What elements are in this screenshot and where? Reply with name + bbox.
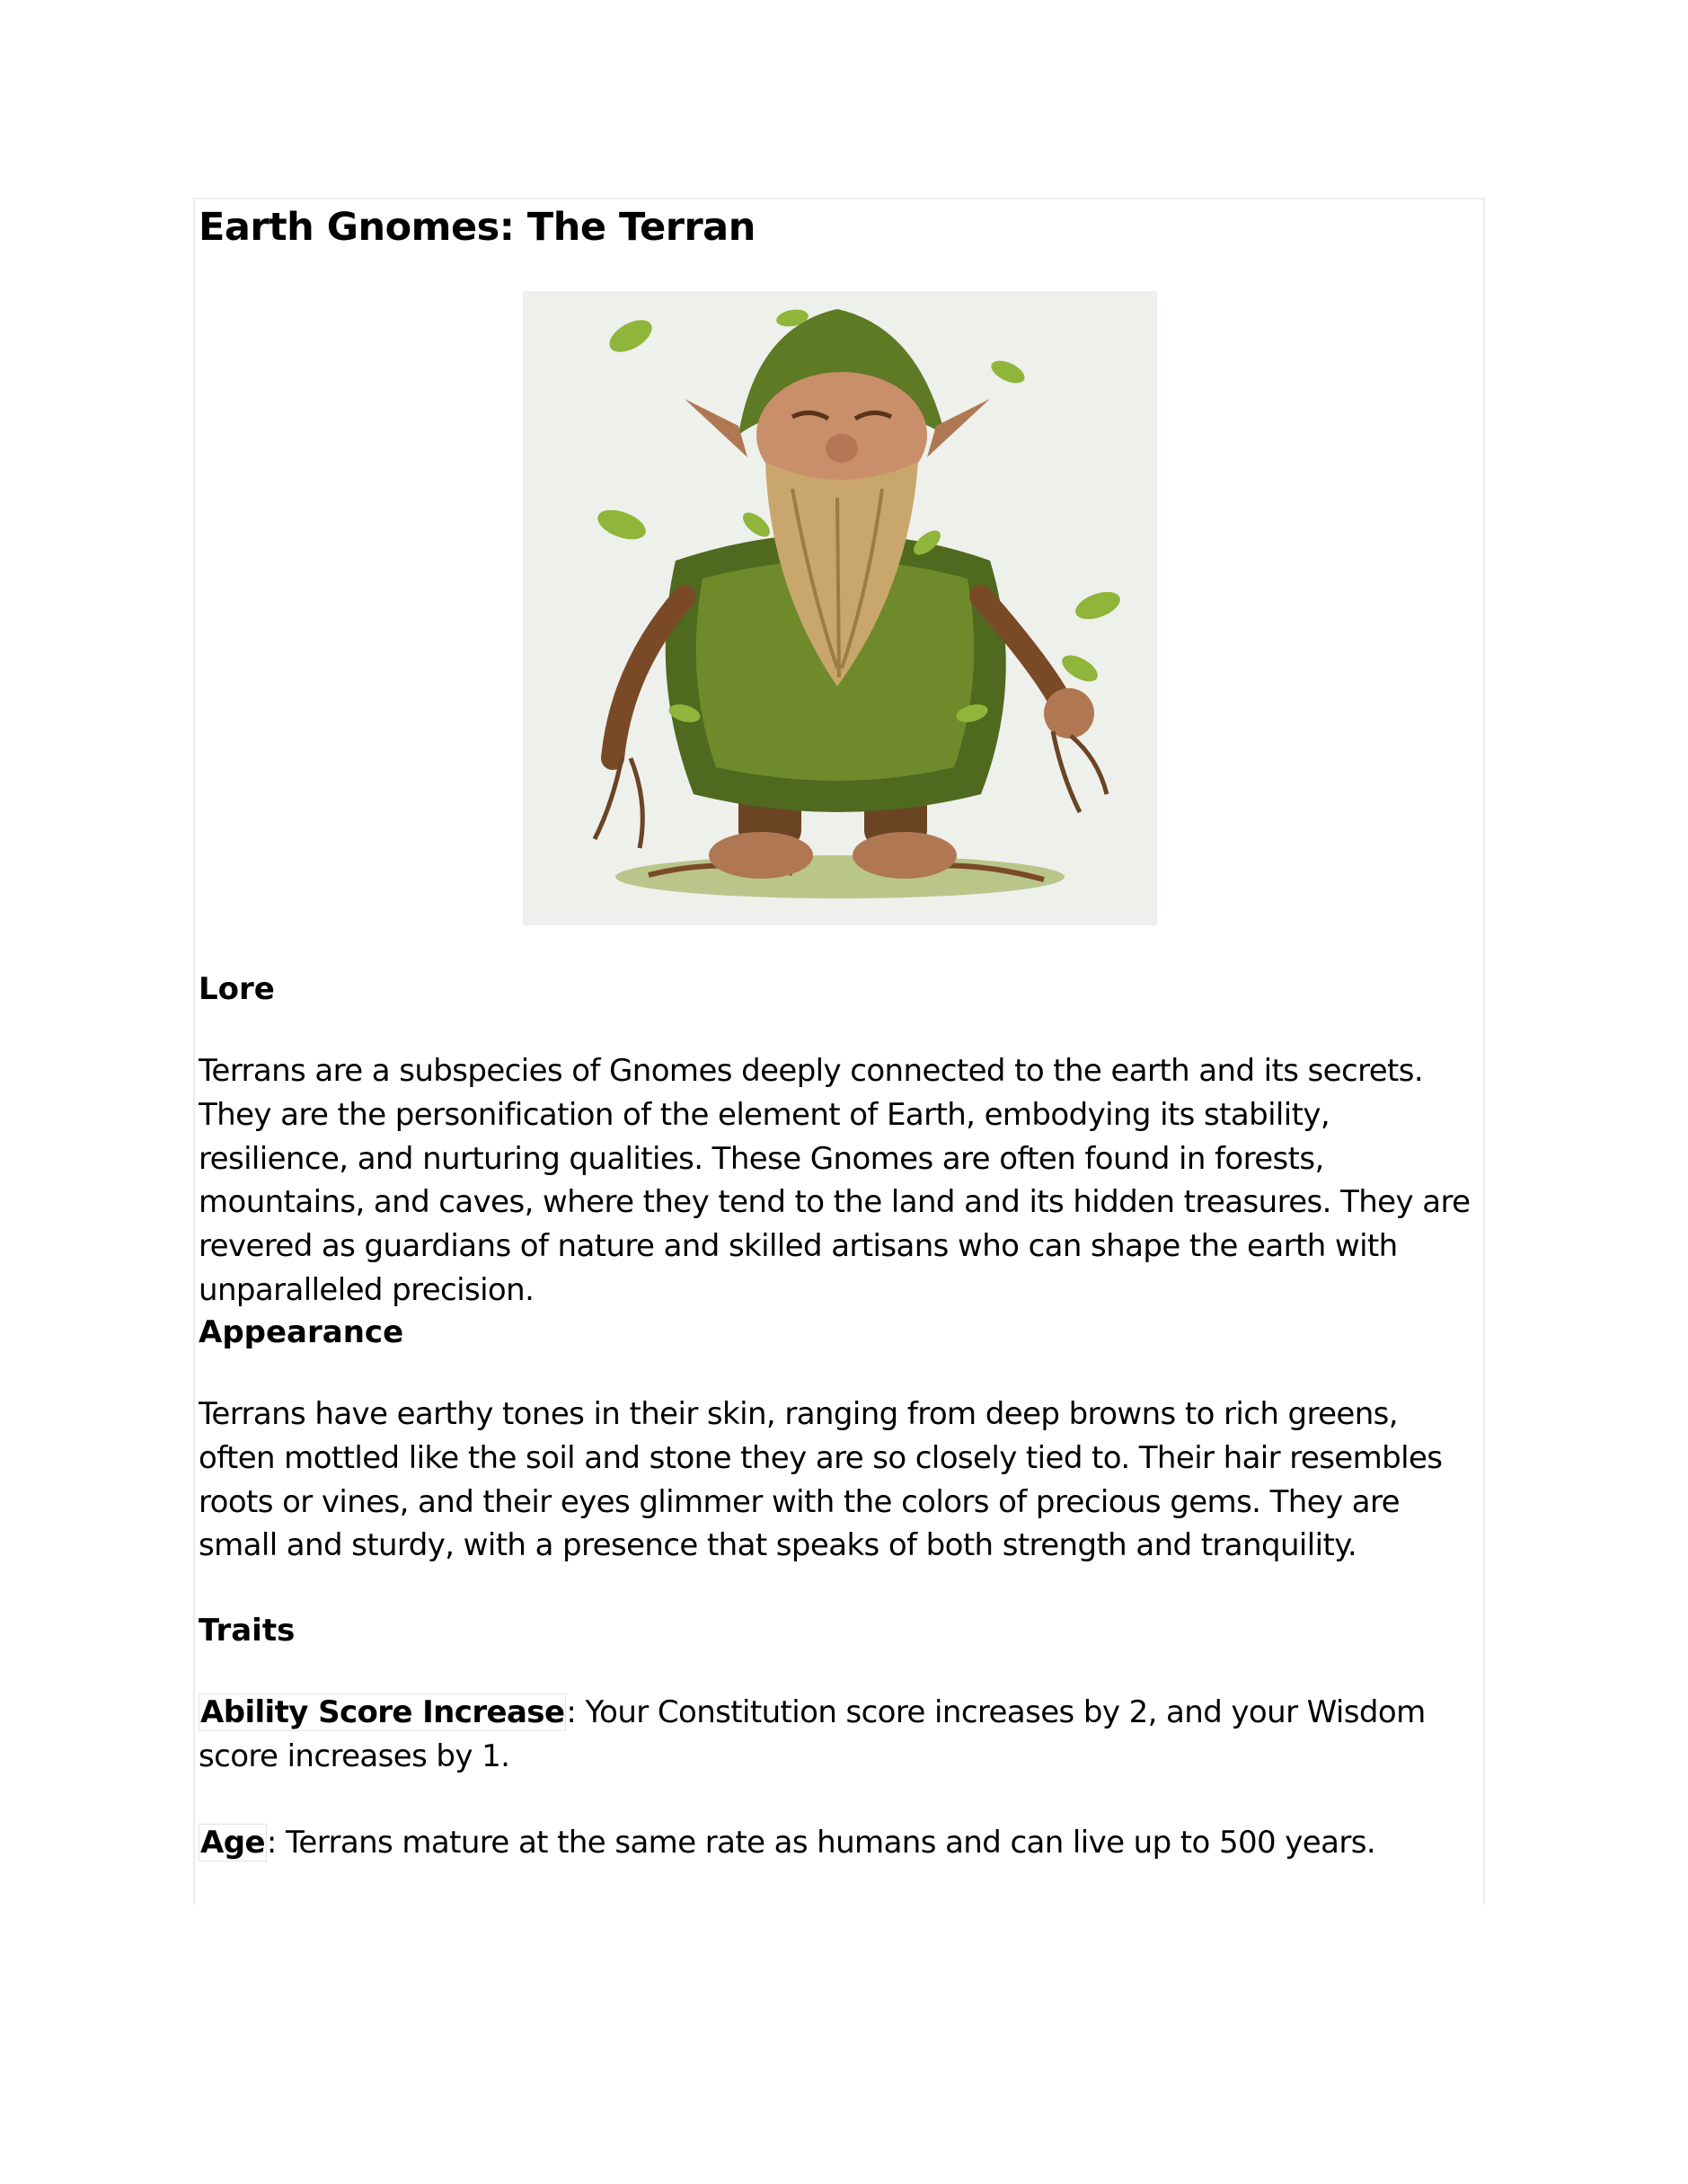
gnome-illustration [523,291,1157,925]
right-hand [1044,688,1094,738]
appearance-heading: Appearance [199,1314,404,1350]
nose [826,434,858,463]
ground-moss [615,855,1065,898]
left-foot [709,832,813,879]
right-foot [853,832,957,879]
trait-ability-score [199,1691,1474,1779]
gnome-figure-svg [523,291,1157,925]
appearance-text: Terrans have earthy tones in their skin, ranging from deep browns to rich greens, often mottled like the soil and stone they are so closely tied to. Their hair resembles roots or vines, and their eyes glimmer with the colors of precious gems. They are small and sturdy, with a presence that speaks of both strength and tranquility. [199,1396,1443,1564]
traits-heading: Traits [199,1613,296,1649]
trait-term-age: Age [200,1825,265,1861]
lore-heading: Lore [199,971,275,1007]
trait-term-ability-score: Ability Score Increase [200,1694,565,1730]
trait-age [199,1821,1474,1865]
trait-text-ability-score: : Your Constitution score increases by 2, and your Wisdom score increases by 1. [199,1694,1426,1774]
lore-text: Terrans are a subspecies of Gnomes deeply connected to the earth and its secrets. They are the personification of the element of Earth, embodying its stability, resilience, and nurturing qualities. These Gnomes are often found in forests, mountains, and caves, where they tend to the land and its hidden treasures. They are revered as guardians of nature and skilled artisans who can shape the earth with unparalleled precision. [199,1053,1471,1308]
page-title: Earth Gnomes: The Terran [199,205,756,250]
trait-text-age: : Terrans mature at the same rate as humans and can live up to 500 years. [266,1825,1376,1861]
left-ear [685,399,747,457]
